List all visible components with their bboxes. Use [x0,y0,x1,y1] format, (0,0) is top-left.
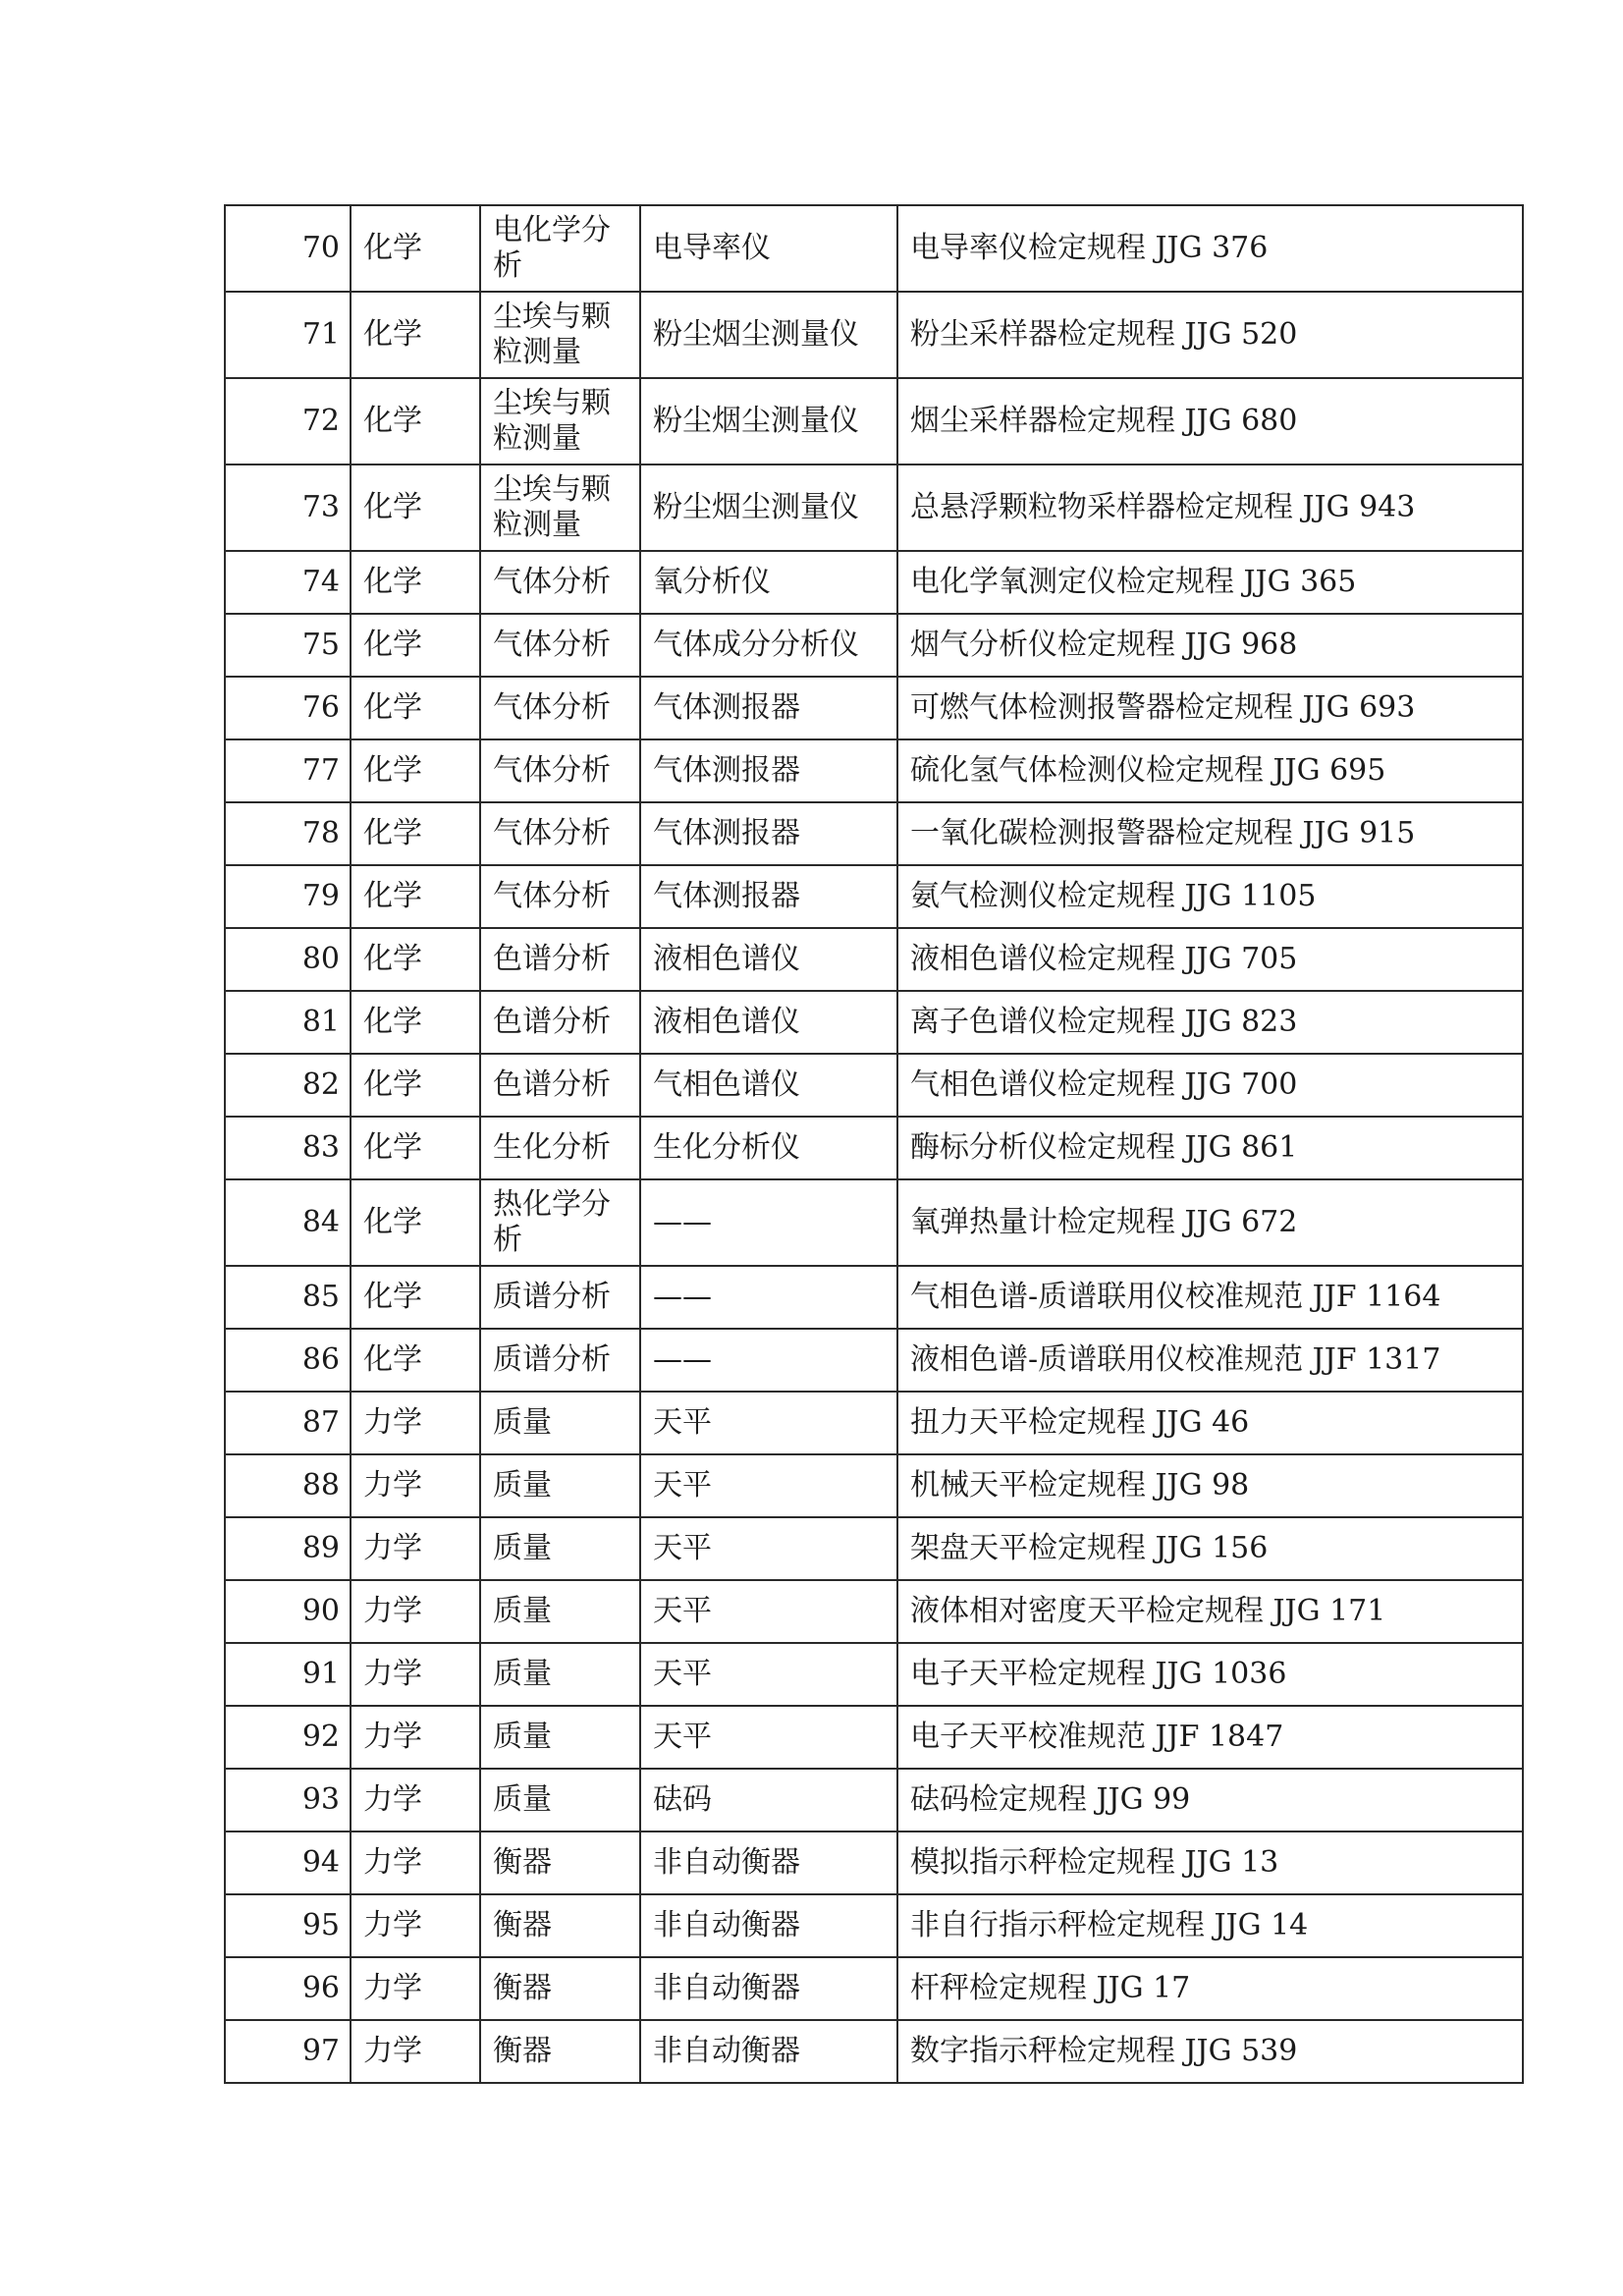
table-row [225,1517,1523,1580]
row-number-cell: 72 [225,378,351,465]
field-cell: 化学 [351,292,480,378]
field-cell: 化学 [351,739,480,802]
standard-cell: 一氧化碳检测报警器检定规程 JJG 915 [897,802,1523,865]
standard-cell: 氧弹热量计检定规程 JJG 672 [897,1179,1523,1266]
instrument-cell: 液相色谱仪 [640,991,897,1054]
instrument-cell: 非自动衡器 [640,1957,897,2020]
table-row [225,1266,1523,1329]
standard-cell: 可燃气体检测报警器检定规程 JJG 693 [897,677,1523,739]
instrument-cell: 粉尘烟尘测量仪 [640,292,897,378]
table-row [225,991,1523,1054]
instrument-cell: 非自动衡器 [640,2020,897,2083]
category-cell: 气体分析 [480,614,640,677]
standard-cell: 总悬浮颗粒物采样器检定规程 JJG 943 [897,465,1523,551]
standard-cell: 氨气检测仪检定规程 JJG 1105 [897,865,1523,928]
row-number-cell: 71 [225,292,351,378]
instrument-cell: 气体成分分析仪 [640,614,897,677]
table-row [225,551,1523,614]
standard-cell: 机械天平检定规程 JJG 98 [897,1454,1523,1517]
category-cell: 电化学分析 [480,205,640,292]
field-cell: 化学 [351,991,480,1054]
table-row [225,865,1523,928]
standard-cell: 砝码检定规程 JJG 99 [897,1769,1523,1831]
instrument-cell: 粉尘烟尘测量仪 [640,465,897,551]
table-row [225,677,1523,739]
category-cell: 质量 [480,1392,640,1454]
category-cell: 尘埃与颗粒测量 [480,378,640,465]
row-number-cell: 84 [225,1179,351,1266]
category-cell: 气体分析 [480,677,640,739]
row-number-cell: 80 [225,928,351,991]
table-row [225,1831,1523,1894]
table-row [225,378,1523,465]
row-number-cell: 81 [225,991,351,1054]
table-row [225,1580,1523,1643]
table-body [225,205,1523,2083]
instrument-cell: 气体测报器 [640,802,897,865]
table-row [225,2020,1523,2083]
category-cell: 气体分析 [480,865,640,928]
instrument-cell: 电导率仪 [640,205,897,292]
field-cell: 化学 [351,928,480,991]
row-number-cell: 89 [225,1517,351,1580]
field-cell: 力学 [351,1517,480,1580]
standard-cell: 粉尘采样器检定规程 JJG 520 [897,292,1523,378]
category-cell: 尘埃与颗粒测量 [480,292,640,378]
row-number-cell: 95 [225,1894,351,1957]
instrument-cell: 非自动衡器 [640,1831,897,1894]
table-row [225,205,1523,292]
table-row [225,1392,1523,1454]
field-cell: 化学 [351,205,480,292]
category-cell: 色谱分析 [480,928,640,991]
instrument-cell: —— [640,1266,897,1329]
instrument-cell: 天平 [640,1580,897,1643]
field-cell: 化学 [351,1179,480,1266]
table-row [225,928,1523,991]
instrument-cell: 非自动衡器 [640,1894,897,1957]
category-cell: 质谱分析 [480,1329,640,1392]
field-cell: 化学 [351,802,480,865]
category-cell: 热化学分析 [480,1179,640,1266]
row-number-cell: 91 [225,1643,351,1706]
category-cell: 质量 [480,1706,640,1769]
standard-cell: 扭力天平检定规程 JJG 46 [897,1392,1523,1454]
category-cell: 衡器 [480,2020,640,2083]
row-number-cell: 87 [225,1392,351,1454]
table-row [225,614,1523,677]
standard-cell: 离子色谱仪检定规程 JJG 823 [897,991,1523,1054]
standard-cell: 液相色谱-质谱联用仪校准规范 JJF 1317 [897,1329,1523,1392]
standard-cell: 电子天平检定规程 JJG 1036 [897,1643,1523,1706]
field-cell: 化学 [351,865,480,928]
table-row [225,1769,1523,1831]
standard-cell: 电化学氧测定仪检定规程 JJG 365 [897,551,1523,614]
field-cell: 化学 [351,551,480,614]
standard-cell: 烟气分析仪检定规程 JJG 968 [897,614,1523,677]
field-cell: 力学 [351,1454,480,1517]
row-number-cell: 76 [225,677,351,739]
row-number-cell: 86 [225,1329,351,1392]
table-row [225,1179,1523,1266]
category-cell: 质量 [480,1769,640,1831]
category-cell: 质量 [480,1643,640,1706]
row-number-cell: 78 [225,802,351,865]
instrument-cell: 砝码 [640,1769,897,1831]
instrument-cell: 天平 [640,1392,897,1454]
row-number-cell: 90 [225,1580,351,1643]
standard-cell: 数字指示秤检定规程 JJG 539 [897,2020,1523,2083]
instrument-cell: —— [640,1179,897,1266]
instrument-cell: 液相色谱仪 [640,928,897,991]
row-number-cell: 75 [225,614,351,677]
standard-cell: 气相色谱仪检定规程 JJG 700 [897,1054,1523,1117]
field-cell: 力学 [351,1769,480,1831]
standard-cell: 非自行指示秤检定规程 JJG 14 [897,1894,1523,1957]
category-cell: 质量 [480,1580,640,1643]
standard-cell: 酶标分析仪检定规程 JJG 861 [897,1117,1523,1179]
row-number-cell: 85 [225,1266,351,1329]
table-row [225,1957,1523,2020]
field-cell: 化学 [351,677,480,739]
field-cell: 力学 [351,1831,480,1894]
row-number-cell: 77 [225,739,351,802]
field-cell: 化学 [351,1054,480,1117]
table-row [225,802,1523,865]
instrument-cell: —— [640,1329,897,1392]
field-cell: 化学 [351,1329,480,1392]
standard-cell: 架盘天平检定规程 JJG 156 [897,1517,1523,1580]
instrument-cell: 天平 [640,1454,897,1517]
instrument-cell: 气体测报器 [640,739,897,802]
category-cell: 质谱分析 [480,1266,640,1329]
instrument-cell: 气体测报器 [640,677,897,739]
instrument-cell: 天平 [640,1643,897,1706]
table-row [225,1329,1523,1392]
table-row [225,1454,1523,1517]
row-number-cell: 94 [225,1831,351,1894]
row-number-cell: 74 [225,551,351,614]
category-cell: 质量 [480,1454,640,1517]
field-cell: 化学 [351,1117,480,1179]
category-cell: 色谱分析 [480,1054,640,1117]
standard-cell: 电子天平校准规范 JJF 1847 [897,1706,1523,1769]
table-row [225,1643,1523,1706]
field-cell: 力学 [351,1580,480,1643]
category-cell: 质量 [480,1517,640,1580]
row-number-cell: 92 [225,1706,351,1769]
standard-cell: 气相色谱-质谱联用仪校准规范 JJF 1164 [897,1266,1523,1329]
standard-cell: 电导率仪检定规程 JJG 376 [897,205,1523,292]
category-cell: 衡器 [480,1957,640,2020]
instrument-cell: 天平 [640,1706,897,1769]
category-cell: 色谱分析 [480,991,640,1054]
row-number-cell: 88 [225,1454,351,1517]
field-cell: 化学 [351,614,480,677]
row-number-cell: 79 [225,865,351,928]
standard-cell: 液相色谱仪检定规程 JJG 705 [897,928,1523,991]
row-number-cell: 93 [225,1769,351,1831]
instrument-cell: 生化分析仪 [640,1117,897,1179]
instrument-cell: 氧分析仪 [640,551,897,614]
standard-cell: 液体相对密度天平检定规程 JJG 171 [897,1580,1523,1643]
field-cell: 力学 [351,1894,480,1957]
instrument-cell: 气体测报器 [640,865,897,928]
field-cell: 力学 [351,1706,480,1769]
field-cell: 力学 [351,1643,480,1706]
field-cell: 力学 [351,1392,480,1454]
table-row [225,292,1523,378]
instrument-cell: 天平 [640,1517,897,1580]
instrument-cell: 气相色谱仪 [640,1054,897,1117]
category-cell: 衡器 [480,1894,640,1957]
row-number-cell: 83 [225,1117,351,1179]
table-row [225,1706,1523,1769]
field-cell: 化学 [351,378,480,465]
table-row [225,1117,1523,1179]
instrument-standards-table [224,204,1524,2084]
category-cell: 气体分析 [480,802,640,865]
standard-cell: 模拟指示秤检定规程 JJG 13 [897,1831,1523,1894]
instrument-cell: 粉尘烟尘测量仪 [640,378,897,465]
field-cell: 化学 [351,1266,480,1329]
row-number-cell: 70 [225,205,351,292]
category-cell: 生化分析 [480,1117,640,1179]
field-cell: 力学 [351,2020,480,2083]
category-cell: 气体分析 [480,739,640,802]
table-row [225,1054,1523,1117]
category-cell: 尘埃与颗粒测量 [480,465,640,551]
row-number-cell: 96 [225,1957,351,2020]
category-cell: 气体分析 [480,551,640,614]
table-row [225,1894,1523,1957]
table-row [225,739,1523,802]
standard-cell: 杆秤检定规程 JJG 17 [897,1957,1523,2020]
row-number-cell: 97 [225,2020,351,2083]
standard-cell: 烟尘采样器检定规程 JJG 680 [897,378,1523,465]
field-cell: 化学 [351,465,480,551]
field-cell: 力学 [351,1957,480,2020]
row-number-cell: 82 [225,1054,351,1117]
row-number-cell: 73 [225,465,351,551]
category-cell: 衡器 [480,1831,640,1894]
table-row [225,465,1523,551]
standard-cell: 硫化氢气体检测仪检定规程 JJG 695 [897,739,1523,802]
